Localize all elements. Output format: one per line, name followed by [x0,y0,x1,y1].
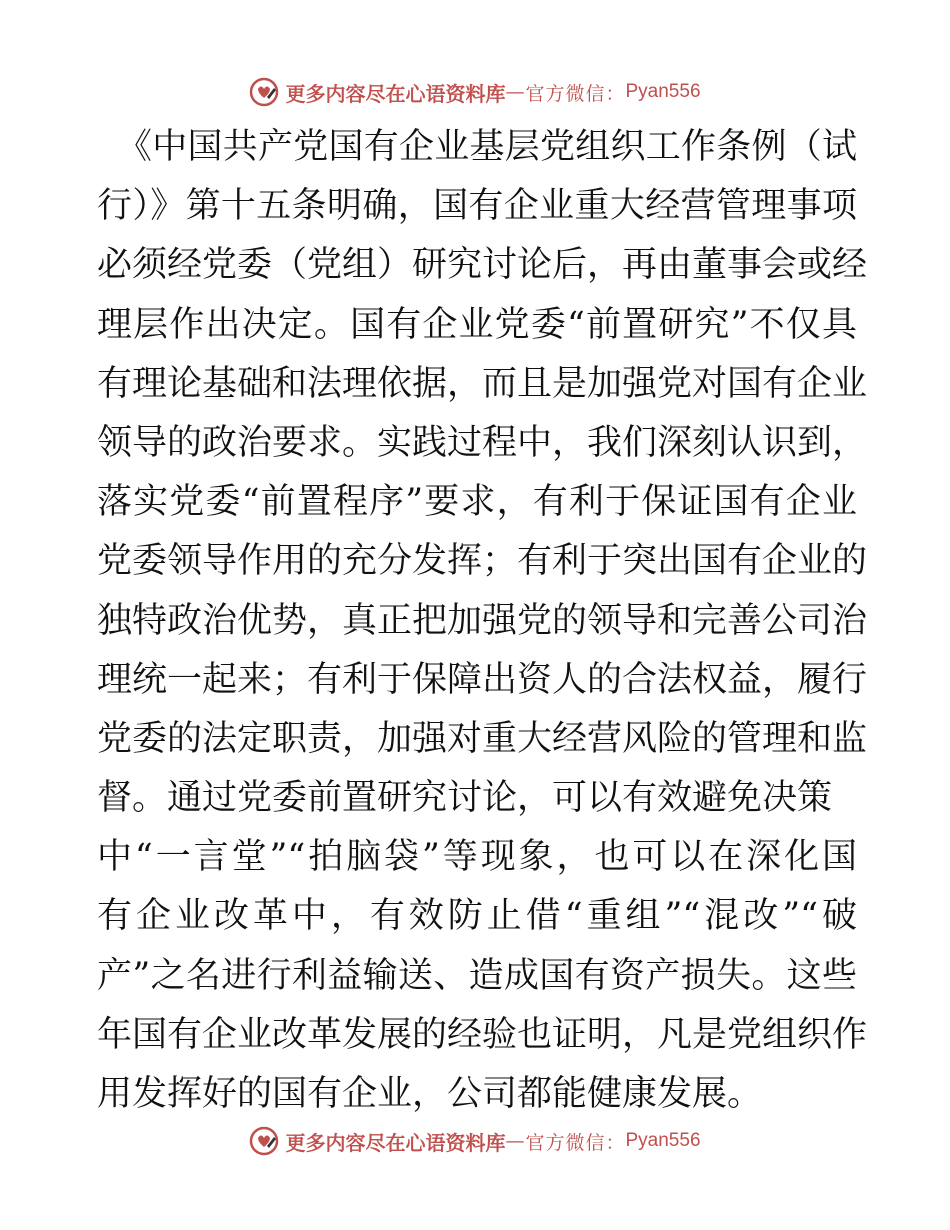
text-line: 用发挥好的国有企业，公司都能健康发展。 [97,1074,763,1114]
header-banner [0,72,950,112]
text-line: 领导的政治要求。实践过程中，我们深刻认识到， [97,422,868,463]
banner-sub-text: 官方微信： [525,1131,626,1154]
text-line: 产”之名进行利益输送、造成国有资产损失。这些 [97,955,857,996]
banner-main-text: 更多内容尽在心语资料库 [285,81,506,106]
text-line: 落实党委“前置程序”要求，有利于保证国有企业 [97,482,857,523]
heart-pen-logo-icon [249,1126,279,1156]
banner-dash: — [505,1130,526,1152]
document-body [97,118,868,1124]
text-line: 有理论基础和法理依据，而且是加强党对国有企业 [97,363,868,404]
text-line: 理统一起来；有利于保障出资人的合法权益，履行 [97,659,868,700]
text-line: 行）》第十五条明确，国有企业重大经营管理事项 [97,186,857,227]
text-line: 中“一言堂”“拍脑袋”等现象，也可以在深化国 [97,837,857,878]
banner-wechat-id: Pyan556 [625,81,701,102]
banner-wechat-id: Pyan556 [625,1130,701,1151]
banner-main-text: 更多内容尽在心语资料库 [285,1130,506,1155]
heart-pen-logo-icon [249,77,279,107]
text-line: 理层作出决定。国有企业党委“前置研究”不仅具 [97,304,857,345]
text-line: 独特政治优势，真正把加强党的领导和完善公司治 [97,600,868,641]
text-line: 《中国共产党国有企业基层党组织工作条例（试 [117,127,857,167]
banner-sub-text: 官方微信： [525,82,626,105]
footer-banner [0,1121,950,1161]
banner-dash: — [505,81,526,103]
text-line: 必须经党委（党组）研究讨论后，再由董事会或经 [97,245,868,286]
text-line: 党委的法定职责，加强对重大经营风险的管理和监 [97,718,868,759]
text-line: 有企业改革中，有效防止借“重组”“混改”“破 [97,896,857,937]
text-line: 督。通过党委前置研究讨论，可以有效避免决策 [97,778,833,819]
text-line: 年国有企业改革发展的经验也证明，凡是党组织作 [97,1014,868,1055]
text-line: 党委领导作用的充分发挥；有利于突出国有企业的 [97,541,868,582]
